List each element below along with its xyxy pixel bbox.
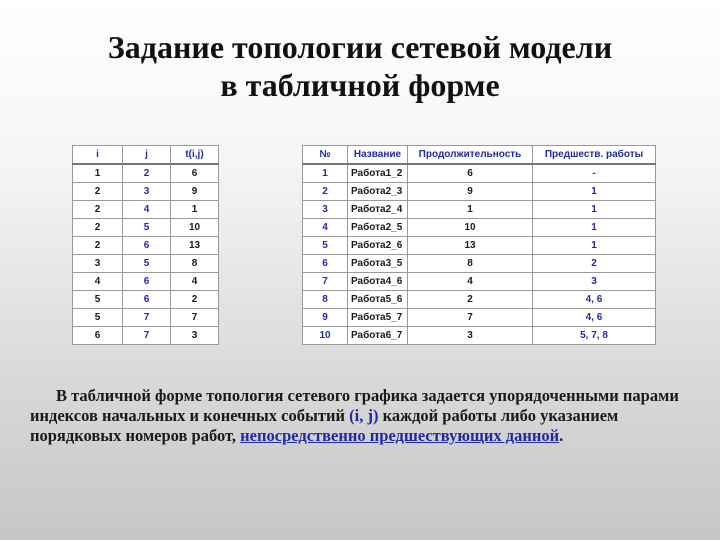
table-cell: Работа5_7 xyxy=(348,309,408,327)
table-cell: 7 xyxy=(408,309,533,327)
table-row xyxy=(303,164,656,183)
table-cell: 8 xyxy=(171,255,219,273)
table-cell: 6 xyxy=(73,327,123,345)
title-line-2: в табличной форме xyxy=(220,67,500,103)
table-cell: 1 xyxy=(533,201,656,219)
table-cell: Работа3_5 xyxy=(348,255,408,273)
table-cell: 2 xyxy=(123,164,171,183)
table-cell: 10 xyxy=(171,219,219,237)
title-line-1: Задание топологии сетевой модели xyxy=(107,29,613,65)
table-row xyxy=(303,255,656,273)
table-cell: 9 xyxy=(408,183,533,201)
table-cell: 5, 7, 8 xyxy=(533,327,656,345)
table-cell: 4, 6 xyxy=(533,291,656,309)
header-name: Название xyxy=(348,146,408,165)
table-cell: 1 xyxy=(303,164,348,183)
header-number: № xyxy=(303,146,348,165)
table-cell: 1 xyxy=(171,201,219,219)
table-cell: 3 xyxy=(408,327,533,345)
table-cell: 2 xyxy=(533,255,656,273)
table-cell: 4 xyxy=(73,273,123,291)
table-cell: - xyxy=(533,164,656,183)
table-cell: 6 xyxy=(123,237,171,255)
table-cell: 5 xyxy=(123,219,171,237)
ij-notation: (i, j) xyxy=(349,406,379,425)
table-row xyxy=(303,309,656,327)
table-cell: Работа2_6 xyxy=(348,237,408,255)
table-cell: 4, 6 xyxy=(533,309,656,327)
table-cell: 7 xyxy=(171,309,219,327)
table-cell: 3 xyxy=(123,183,171,201)
table-cell: 6 xyxy=(303,255,348,273)
table-cell: 5 xyxy=(123,255,171,273)
table-cell: 5 xyxy=(73,291,123,309)
table-cell: 2 xyxy=(73,201,123,219)
table-cell: 6 xyxy=(123,273,171,291)
table-cell: 6 xyxy=(123,291,171,309)
table-cell: 8 xyxy=(408,255,533,273)
table-cell: Работа2_5 xyxy=(348,219,408,237)
slide-title xyxy=(0,28,720,104)
table-cell: 8 xyxy=(303,291,348,309)
header-j: j xyxy=(123,146,171,165)
table-cell: Работа2_3 xyxy=(348,183,408,201)
table-cell: 1 xyxy=(408,201,533,219)
paragraph-end: . xyxy=(559,426,564,445)
paragraph-text-2: каждой работы либо указанием порядковых номеров работ, xyxy=(30,406,619,445)
table-cell: 1 xyxy=(533,183,656,201)
table-cell: 10 xyxy=(408,219,533,237)
table-cell: 3 xyxy=(303,201,348,219)
table-cell: 6 xyxy=(171,164,219,183)
event-pairs-table xyxy=(72,145,219,345)
table-row xyxy=(73,273,219,291)
table-cell: Работа2_4 xyxy=(348,201,408,219)
header-i: i xyxy=(73,146,123,165)
table-cell: 5 xyxy=(303,237,348,255)
table-row xyxy=(73,327,219,345)
table-row xyxy=(303,219,656,237)
works-table xyxy=(302,145,656,345)
paragraph-underlined-text: непосредственно предшествующих данной xyxy=(240,426,560,445)
table-cell: 13 xyxy=(408,237,533,255)
table-row xyxy=(73,164,219,183)
table-cell: 4 xyxy=(408,273,533,291)
explanation-paragraph xyxy=(30,386,700,446)
table-row xyxy=(73,201,219,219)
table-row xyxy=(303,327,656,345)
table-row xyxy=(73,237,219,255)
table-cell: 2 xyxy=(73,237,123,255)
table-cell: Работа5_6 xyxy=(348,291,408,309)
table-cell: 13 xyxy=(171,237,219,255)
table-cell: 2 xyxy=(73,219,123,237)
table-cell: 7 xyxy=(123,309,171,327)
table-cell: 3 xyxy=(533,273,656,291)
table-row xyxy=(73,255,219,273)
header-duration: t(i,j) xyxy=(171,146,219,165)
table-cell: 1 xyxy=(533,219,656,237)
table-cell: 9 xyxy=(171,183,219,201)
table-cell: Работа4_6 xyxy=(348,273,408,291)
table-cell: 1 xyxy=(73,164,123,183)
table-cell: 2 xyxy=(303,183,348,201)
table-cell: 7 xyxy=(303,273,348,291)
table-row xyxy=(303,201,656,219)
table-row xyxy=(73,309,219,327)
table-cell: 10 xyxy=(303,327,348,345)
table-cell: 3 xyxy=(73,255,123,273)
table-row xyxy=(303,183,656,201)
table-cell: 9 xyxy=(303,309,348,327)
table-cell: 4 xyxy=(171,273,219,291)
table-row xyxy=(303,291,656,309)
paragraph-text-1: В табличной форме топология сетевого графика задается упорядоченными парами индексов начальных и конечных событий xyxy=(30,386,679,425)
table-cell: 4 xyxy=(303,219,348,237)
table-cell: 6 xyxy=(408,164,533,183)
table-cell: 2 xyxy=(73,183,123,201)
header-predecessors: Предшеств. работы xyxy=(533,146,656,165)
table-row xyxy=(303,237,656,255)
table-cell: 7 xyxy=(123,327,171,345)
table-cell: Работа1_2 xyxy=(348,164,408,183)
table-row xyxy=(73,291,219,309)
table-row xyxy=(303,273,656,291)
table-cell: 2 xyxy=(408,291,533,309)
table-cell: 2 xyxy=(171,291,219,309)
table-cell: 4 xyxy=(123,201,171,219)
table-cell: 1 xyxy=(533,237,656,255)
table-cell: 3 xyxy=(171,327,219,345)
table-row xyxy=(73,183,219,201)
header-duration: Продолжительность xyxy=(408,146,533,165)
table-cell: Работа6_7 xyxy=(348,327,408,345)
table-row xyxy=(73,219,219,237)
table-cell: 5 xyxy=(73,309,123,327)
